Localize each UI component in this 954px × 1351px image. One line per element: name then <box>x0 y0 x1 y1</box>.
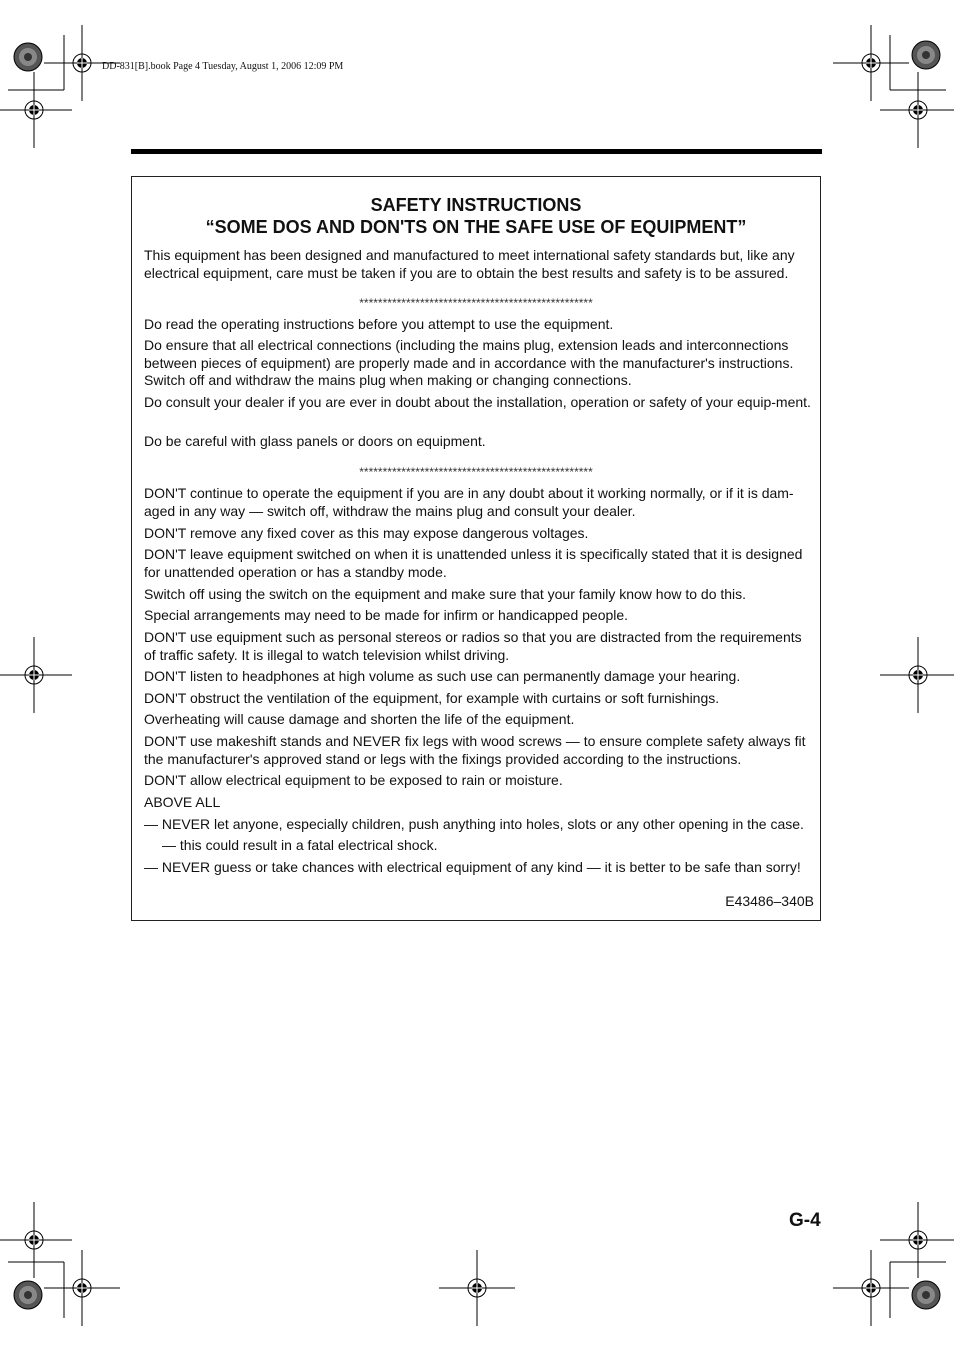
document-code: E43486–340B <box>725 893 814 909</box>
dont-item: DON'T leave equipment switched on when it is unattended unless it is specifically stated that it is designed for unattended operation or has a standby mode. <box>144 546 803 580</box>
dont-item: DON'T continue to operate the equipment if you are in any doubt about it working normally, or if it is dam-aged in any way — switch off, withdraw the mains plug and consult your dealer. <box>144 485 794 519</box>
top-rule <box>131 149 822 154</box>
dont-item: DON'T remove any fixed cover as this may expose dangerous voltages. <box>144 525 589 541</box>
registration-cross-icon <box>0 1202 72 1278</box>
dont-item: Special arrangements may need to be made for infirm or handicapped people. <box>144 607 629 623</box>
dont-item: DON'T obstruct the ventilation of the equipment, for example with curtains or soft furnishings. <box>144 690 720 706</box>
dont-item: Overheating will cause damage and shorten the life of the equipment. <box>144 711 575 727</box>
safety-instructions-box <box>131 176 821 921</box>
registration-cross-icon <box>0 72 72 148</box>
title-line-1: SAFETY INSTRUCTIONS <box>370 195 582 215</box>
separator: ************************************************** <box>359 465 593 479</box>
separator: ************************************************** <box>359 296 593 310</box>
registration-cross-icon <box>880 72 954 148</box>
registration-star-icon <box>14 1281 42 1309</box>
do-item: Do read the operating instructions before you attempt to use the equipment. <box>144 316 614 332</box>
do-item: Do be careful with glass panels or doors on equipment. <box>144 433 486 449</box>
page-number: G-4 <box>789 1210 821 1231</box>
dont-item: Switch off using the switch on the equipment and make sure that your family know how to do this. <box>144 586 747 602</box>
file-info-header: DD-831[B].book Page 4 Tuesday, August 1, 2006 12:09 PM <box>102 61 344 72</box>
dont-item: DON'T allow electrical equipment to be exposed to rain or moisture. <box>144 772 563 788</box>
above-all-item: — NEVER guess or take chances with electrical equipment of any kind — it is better to be safe than sorry! <box>144 859 801 875</box>
above-all-item: — this could result in a fatal electrical shock. <box>162 837 438 853</box>
registration-cross-icon <box>0 637 72 713</box>
registration-cross-icon <box>880 637 954 713</box>
registration-star-icon <box>14 43 42 71</box>
title-line-2: “SOME DOS AND DON'TS ON THE SAFE USE OF EQUIPMENT” <box>205 217 747 237</box>
registration-star-icon <box>912 41 940 69</box>
dont-item: DON'T listen to headphones at high volume as such use can permanently damage your hearing. <box>144 668 741 684</box>
registration-star-icon <box>912 1281 940 1309</box>
intro-paragraph: This equipment has been designed and manufactured to meet international safety standards but, like any electrical equipment, care must be taken if you are to obtain the best results and safety is to be assured. <box>144 247 795 281</box>
registration-cross-icon <box>880 1202 954 1278</box>
registration-cross-icon <box>439 1250 515 1326</box>
dont-item: DON'T use makeshift stands and NEVER fix legs with wood screws — to ensure complete safety always fit the manufacturer's approved stand or legs with the fixings provided according to the instructions. <box>144 733 806 767</box>
above-all-heading: ABOVE ALL <box>144 794 221 810</box>
do-item: Do consult your dealer if you are ever in doubt about the installation, operation or safety of your equip-ment. <box>144 394 811 410</box>
do-item: Do ensure that all electrical connections (including the mains plug, extension leads and interconnections between pieces of equipment) are properly made and in accordance with the manufacturer's instructions. Switch off and withdraw the mains plug when making or changing connections. <box>144 337 794 388</box>
registration-cross-icon <box>44 1250 120 1326</box>
above-all-item: — NEVER let anyone, especially children, push anything into holes, slots or any other opening in the case. <box>144 816 804 832</box>
registration-cross-icon <box>833 1250 909 1326</box>
dont-item: DON'T use equipment such as personal stereos or radios so that you are distracted from the requirements of traffic safety. It is illegal to watch television whilst driving. <box>144 629 802 663</box>
